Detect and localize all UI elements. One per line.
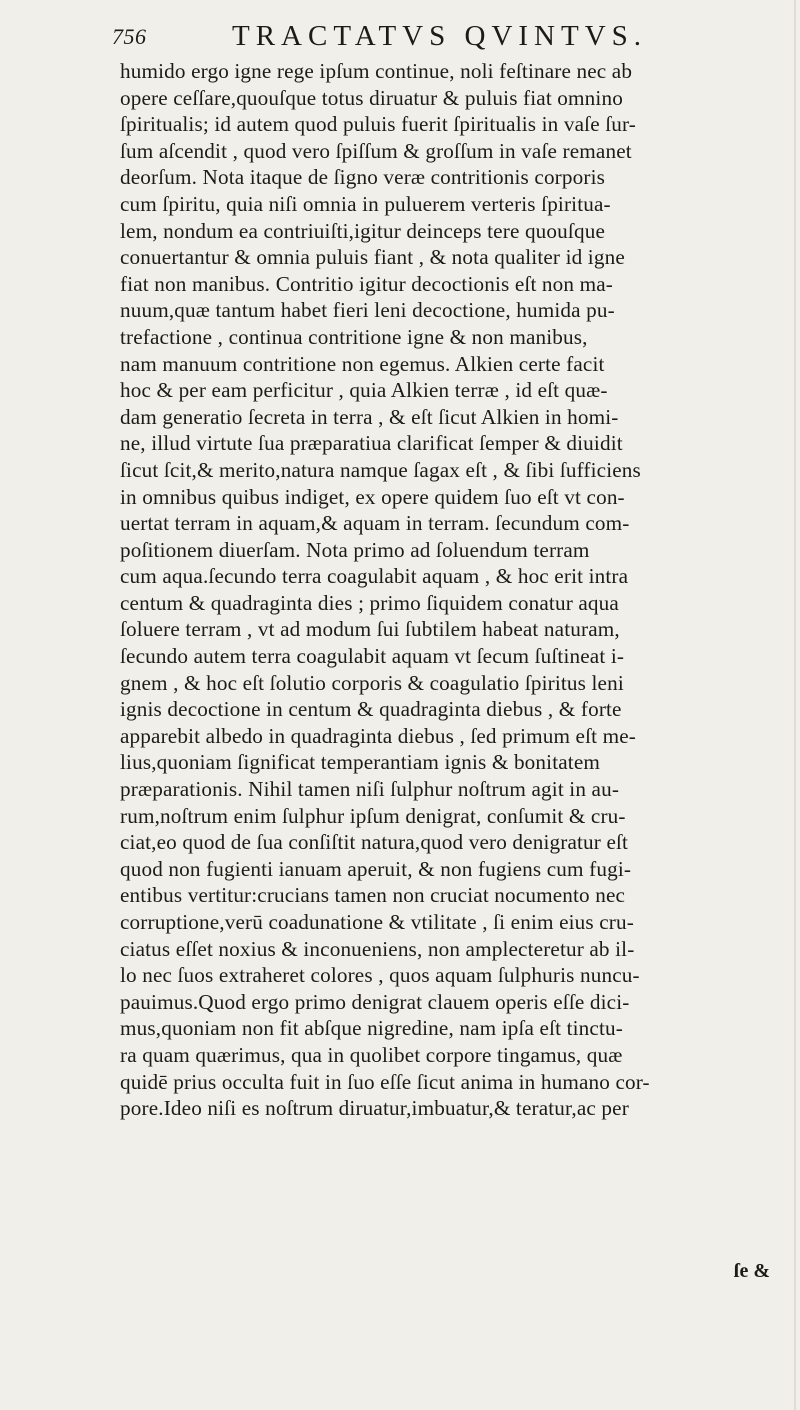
text-line: lius,quoniam ſignificat temperantiam ignis & bonitatem — [120, 750, 601, 775]
text-line: rum,noſtrum enim ſulphur ipſum denigrat, conſumit & cru- — [120, 803, 626, 828]
text-line: præparationis. Nihil tamen niſi ſulphur noſtrum agit in au- — [120, 777, 620, 802]
text-line: ſum aſcendit , quod vero ſpiſſum & groſſum in vaſe remanet — [120, 138, 632, 163]
text-line: in omnibus quibus indiget, ex opere quidem ſuo eſt vt con- — [120, 484, 625, 509]
running-head: TRACTATVS QVINTVS. — [232, 20, 648, 52]
text-line: nam manuum contritione non egemus. Alkien certe facit — [120, 351, 605, 376]
text-line: quidē prius occulta fuit in ſuo eſſe ſicut anima in humano cor- — [120, 1069, 650, 1094]
text-line: centum & quadraginta dies ; primo ſiquidem conatur aqua — [120, 590, 619, 615]
text-line: lem, nondum ea contriuiſti,igitur deinceps tere quouſque — [120, 218, 605, 243]
text-line: pauimus.Quod ergo primo denigrat clauem operis eſſe dici- — [120, 989, 630, 1014]
text-line: ſecundo autem terra coagulabit aquam vt ſecum ſuſtineat i- — [120, 644, 625, 669]
text-line: cum aqua.ſecundo terra coagulabit aquam , & hoc erit intra — [120, 564, 629, 589]
text-line: apparebit albedo in quadraginta diebus , ſed primum eſt me- — [120, 723, 637, 748]
text-line: quod non fugienti ianuam aperuit, & non fugiens cum fugi- — [120, 856, 632, 881]
text-line: fiat non manibus. Contritio igitur decoctionis eſt non ma- — [120, 271, 613, 296]
text-line: ſpiritualis; id autem quod puluis fuerit ſpiritualis in vaſe ſur- — [120, 112, 636, 137]
catchword: ſe & — [733, 1260, 770, 1282]
text-line: corruptione,verū coadunatione & vtilitate , ſi enim eius cru- — [120, 910, 634, 934]
text-line: ciat,eo quod de ſua conſiſtit natura,quod vero denigratur eſt — [120, 830, 629, 855]
text-line: poſitionem diuerſam. Nota primo ad ſoluendum terram — [120, 537, 590, 562]
text-line: lo nec ſuos extraheret colores , quos aquam ſulphuris nuncu- — [120, 963, 640, 988]
text-line: deorſum. Nota itaque de ſigno veræ contritionis corporis — [120, 165, 606, 190]
text-line: hoc & per eam perficitur , quia Alkien terræ , id eſt quæ- — [120, 378, 608, 403]
body-text — [120, 58, 782, 1122]
text-line: opere ceſſare,quouſque totus diruatur & puluis fiat omnino — [120, 85, 623, 110]
text-line: ra quam quærimus, qua in quolibet corpore tingamus, quæ — [120, 1042, 623, 1067]
text-line: cum ſpiritu, quia niſi omnia in puluerem verteris ſpiritua- — [120, 191, 611, 216]
text-line: trefactione , continua contritione igne & non manibus, — [120, 324, 588, 349]
text-line: conuertantur & omnia puluis fiant , & nota qualiter id igne — [120, 245, 625, 270]
page-edge-shadow — [794, 0, 796, 1410]
text-line: gnem , & hoc eſt ſolutio corporis & coagulatio ſpiritus leni — [120, 670, 624, 695]
text-line: mus,quoniam non fit abſque nigredine, nam ipſa eſt tinctu- — [120, 1016, 623, 1041]
text-line: pore.Ideo niſi es noſtrum diruatur,imbuatur,& teratur,ac per — [120, 1096, 629, 1121]
text-line: dam generatio ſecreta in terra , & eſt ſicut Alkien in homi- — [120, 404, 619, 429]
text-line: ciatus eſſet noxius & inconueniens, non amplecteretur ab il- — [120, 936, 635, 961]
page-number: 756 — [112, 24, 147, 49]
text-line: ne, illud virtute ſua præparatiua clarificat ſemper & diuidit — [120, 431, 623, 456]
text-line: ſoluere terram , vt ad modum ſui ſubtilem habeat naturam, — [120, 617, 620, 642]
text-line: humido ergo igne rege ipſum continue, noli feſtinare nec ab — [120, 59, 633, 83]
text-line: nuum,quæ tantum habet fieri leni decoctione, humida pu- — [120, 298, 615, 323]
text-line: ignis decoctione in centum & quadraginta diebus , & forte — [120, 697, 622, 722]
text-line: entibus vertitur:crucians tamen non cruciat nocumento nec — [120, 883, 626, 908]
text-line: uertat terram in aquam,& aquam in terram. ſecundum com- — [120, 511, 630, 536]
page-header — [112, 14, 792, 54]
text-line: ſicut ſcit,& merito,natura namque ſagax eſt , & ſibi ſufficiens — [120, 457, 641, 482]
